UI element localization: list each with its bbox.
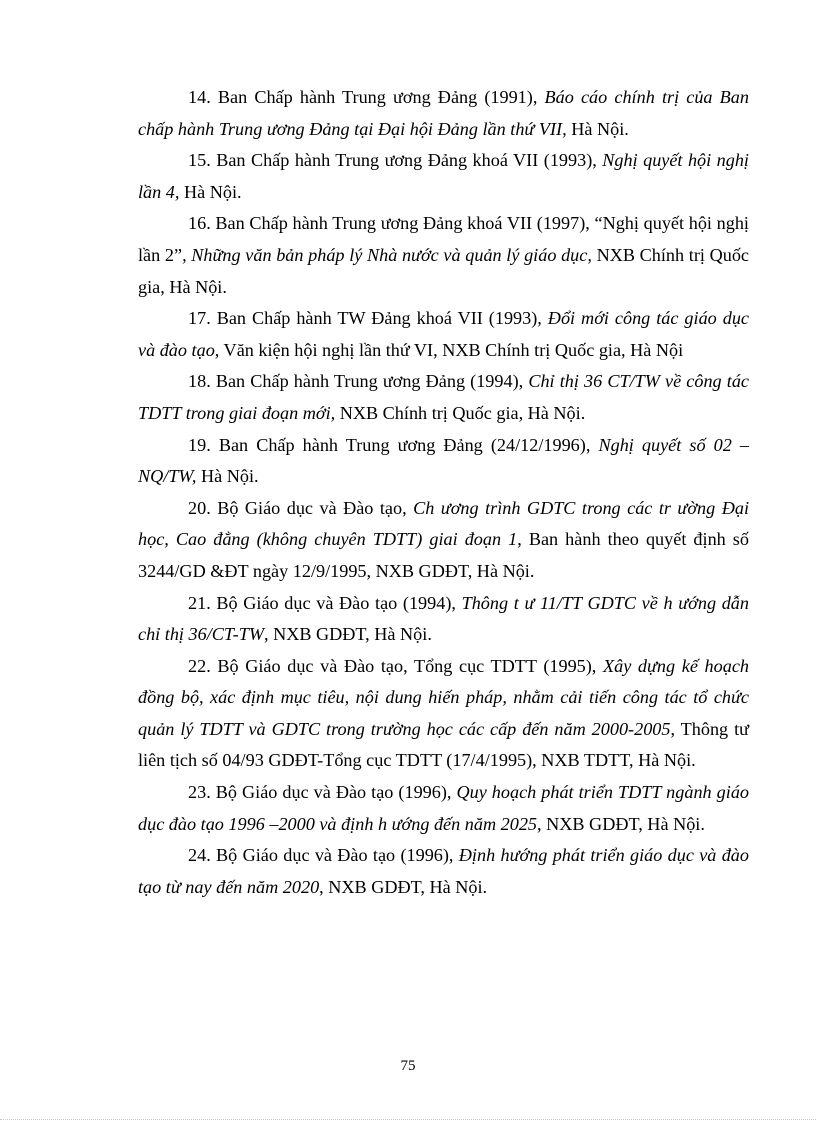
reference-text: 19. Ban Chấp hành Trung ương Đảng (24/12/1996), bbox=[188, 434, 599, 455]
reference-text: Hà Nội. bbox=[566, 118, 629, 139]
reference-item-18 bbox=[138, 366, 749, 429]
reference-text: , NXB GDĐT, Hà Nội. bbox=[537, 813, 705, 834]
reference-item-20 bbox=[138, 493, 749, 588]
reference-title: Chỉ thị 36 CT/TW về công tác TDTT trong giai đoạn mới, bbox=[138, 371, 749, 423]
reference-text: , Thông tư liên tịch số 04/93 GDĐT-Tổng cục TDTT (17/4/1995), NXB TDTT, Hà Nội. bbox=[138, 718, 749, 771]
page-bottom-divider bbox=[0, 1119, 816, 1120]
reference-item-19 bbox=[138, 430, 749, 493]
reference-text: 24. Bộ Giáo dục và Đào tạo (1996), bbox=[188, 845, 459, 866]
reference-item-17 bbox=[138, 303, 749, 366]
reference-title: Nghị quyết số 02 – NQ/TW, bbox=[138, 434, 749, 487]
reference-title: Định hướng phát triển giáo dục và đào tạo từ nay đến năm 2020 bbox=[138, 845, 749, 897]
reference-item-21 bbox=[138, 588, 749, 651]
reference-text: Hà Nội. bbox=[179, 181, 242, 202]
reference-title: Báo cáo chính trị của Ban chấp hành Trung ương Đảng tại Đại hội Đảng lần thứ VII, bbox=[138, 87, 749, 139]
reference-text: 23. Bộ Giáo dục và Đào tạo (1996), bbox=[188, 782, 457, 803]
reference-text: , NXB GDĐT, Hà Nội. bbox=[319, 876, 488, 897]
page-number: 75 bbox=[400, 1058, 416, 1074]
reference-text: Hà Nội. bbox=[196, 466, 259, 487]
reference-item-24 bbox=[138, 840, 749, 903]
reference-text: NXB Chính trị Quốc gia, Hà Nội. bbox=[138, 244, 749, 297]
reference-text: 14. Ban Chấp hành Trung ương Đảng (1991), bbox=[188, 87, 545, 107]
reference-item-23 bbox=[138, 777, 749, 840]
reference-title: Xây dựng kế hoạch đồng bộ, xác định mục tiêu, nội dung hiến pháp, nhằm cải tiến công tác tổ chức quản lý TDTT và GDTC trong trường học các cấp đến năm 2000-2005 bbox=[138, 655, 749, 739]
reference-text: 16. Ban Chấp hành Trung ương Đảng khoá VII (1997), “Nghị quyết hội nghị lần 2” bbox=[138, 213, 749, 265]
reference-text: , Ban hành theo quyết định số 3244/GD &ĐT ngày 12/9/1995, NXB GDĐT, Hà Nội. bbox=[138, 529, 749, 581]
reference-title: Thông t ư 11/TT GDTC về h ướng dẫn chỉ thị 36/CT-TW bbox=[138, 592, 749, 645]
reference-title: , Đổi mới công tác giáo dục và đào tạo bbox=[138, 308, 749, 360]
reference-title: Quy hoạch phát triển TDTT ngành giáo dục đào tạo 1996 –2000 và định h ướng đến năm 2025 bbox=[138, 782, 750, 834]
reference-text: , Văn kiện hội nghị lần thứ VI, NXB Chính trị Quốc gia, Hà Nội bbox=[214, 339, 684, 360]
reference-item-14 bbox=[138, 82, 749, 145]
reference-text: 20. Bộ Giáo dục và Đào tạo, bbox=[188, 497, 414, 518]
reference-text: 21. Bộ Giáo dục và Đào tạo (1994), bbox=[188, 592, 462, 613]
reference-item-16 bbox=[138, 208, 749, 303]
reference-title: Ch ương trình GDTC trong các tr ường Đại học, Cao đẳng (không chuyên TDTT) giai đoạn 1 bbox=[138, 497, 749, 550]
reference-title: , Những văn bản pháp lý Nhà nước và quản lý giáo dục, bbox=[182, 244, 592, 265]
reference-text: 18. Ban Chấp hành Trung ương Đảng (1994), bbox=[188, 371, 529, 392]
reference-item-22 bbox=[138, 651, 749, 777]
reference-text: 22. Bộ Giáo dục và Đào tạo, Tổng cục TDTT (1995), bbox=[188, 655, 603, 676]
reference-text: 17. Ban Chấp hành TW Đảng khoá VII (1993) bbox=[188, 308, 538, 329]
reference-item-15 bbox=[138, 145, 749, 208]
reference-text: NXB Chính trị Quốc gia, Hà Nội. bbox=[335, 402, 586, 423]
reference-list bbox=[138, 82, 749, 903]
reference-text: , NXB GDĐT, Hà Nội. bbox=[263, 624, 432, 645]
reference-text: 15. Ban Chấp hành Trung ương Đảng khoá VII (1993), bbox=[188, 150, 603, 171]
reference-title: Nghị quyết hội nghị lần 4, bbox=[138, 150, 749, 202]
